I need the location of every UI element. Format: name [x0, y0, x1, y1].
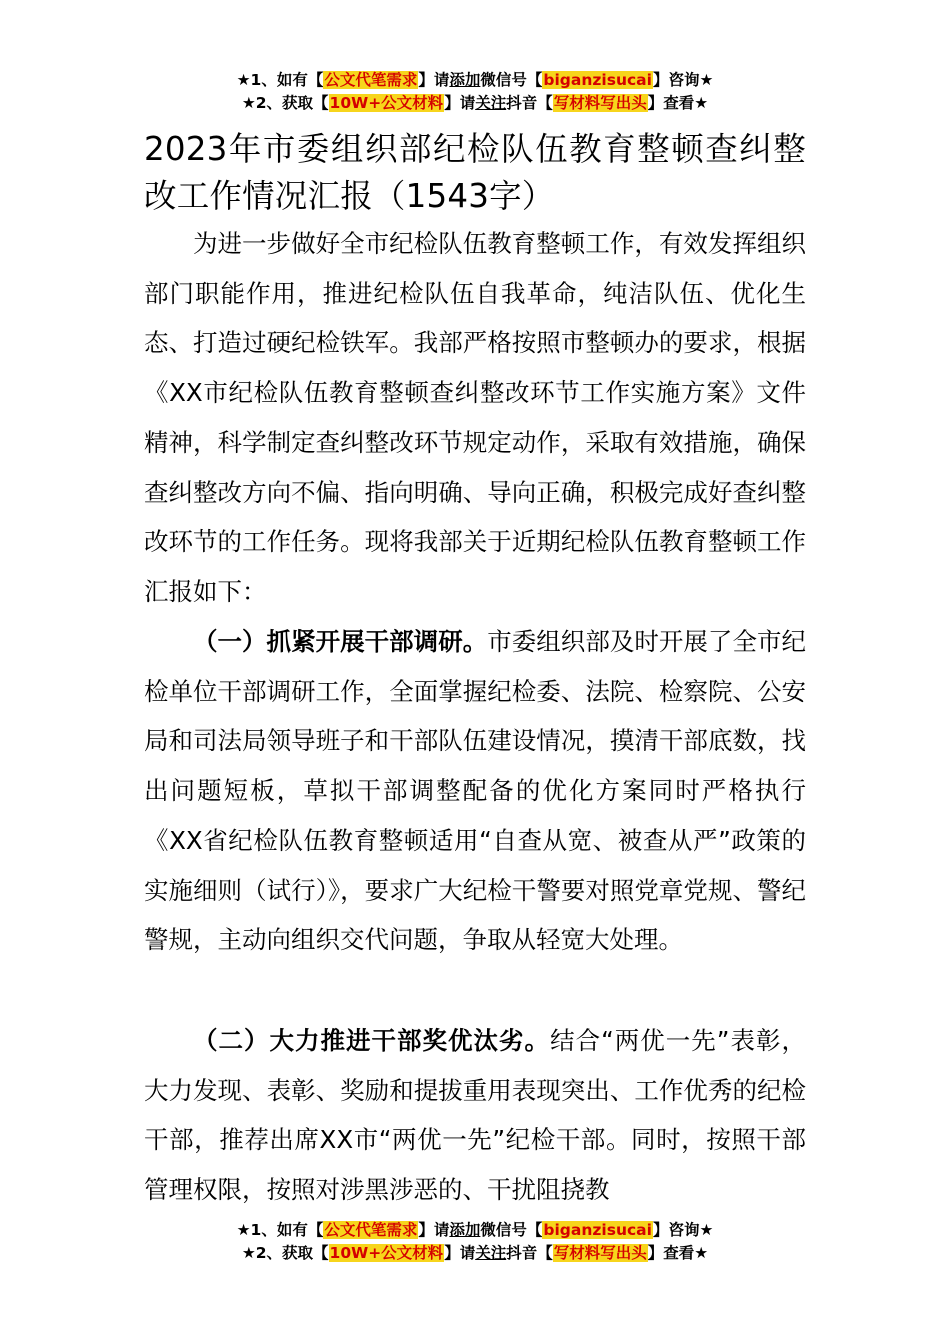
- promo-highlight: 写材料写出头: [553, 94, 647, 112]
- paragraph-section-1: [144, 617, 806, 965]
- promo-highlight: biganzisucai: [543, 71, 652, 89]
- promo-text: 】查看★: [647, 1244, 709, 1262]
- promo-highlight: biganzisucai: [543, 1221, 652, 1239]
- promo-line-1: [0, 69, 950, 92]
- promo-underlined: 关注: [475, 94, 507, 112]
- section-heading: （二）大力推进干部奖优汰劣。: [193, 1026, 551, 1055]
- promo-line-1: [0, 1219, 950, 1242]
- promo-text: ★2、获取【: [241, 94, 329, 112]
- promo-text: 】查看★: [647, 94, 709, 112]
- promo-text: 】请: [444, 1244, 476, 1262]
- promo-underlined: 添加: [449, 1221, 481, 1239]
- paragraph-intro: [144, 219, 806, 617]
- promo-text: ★1、如有【: [236, 71, 324, 89]
- section-heading: （一）抓紧开展干部调研。: [193, 627, 488, 656]
- promo-highlight: 公文代笔需求: [324, 71, 418, 89]
- promo-text: 抖音【: [506, 94, 553, 112]
- promo-highlight: 10W+公文材料: [329, 94, 444, 112]
- promo-text: 】咨询★: [652, 71, 714, 89]
- promo-text: ★2、获取【: [241, 1244, 329, 1262]
- promo-underlined: 添加: [449, 71, 481, 89]
- document-title: 2023年市委组织部纪检队伍教育整顿查纠整改工作情况汇报（1543字）: [144, 130, 806, 215]
- promo-highlight: 10W+公文材料: [329, 1244, 444, 1262]
- promo-highlight: 公文代笔需求: [324, 1221, 418, 1239]
- paragraph-text: 为进一步做好全市纪检队伍教育整顿工作，有效发挥组织部门职能作用，推进纪检队伍自我革命，纯洁队伍、优化生态、打造过硬纪检铁军。我部严格按照市整顿办的要求，根据《XX市纪检队伍教育整顿查纠整改环节工作实施方案》文件精神，科学制定查纠整改环节规定动作，采取有效措施，确保查纠整改方向不偏、指向明确、导向正确，积极完成好查纠整改环节的工作任务。现将我部关于近期纪检队伍教育整顿工作汇报如下：: [144, 229, 806, 606]
- paragraph-text: 结合“两优一先”表彰，大力发现、表彰、奖励和提拔重用表现突出、工作优秀的纪检干部，推荐出席XX市“两优一先”纪检干部。同时，按照干部管理权限，按照对涉黑涉恶的、干扰阻挠教: [144, 1026, 806, 1205]
- promo-highlight: 写材料写出头: [553, 1244, 647, 1262]
- promo-text: 微信号【: [480, 71, 543, 89]
- promo-banner-bottom: [0, 1219, 950, 1265]
- promo-text: 】请: [418, 1221, 450, 1239]
- promo-text: 抖音【: [506, 1244, 553, 1262]
- promo-text: ★1、如有【: [236, 1221, 324, 1239]
- promo-text: 】请: [444, 94, 476, 112]
- promo-text: 】咨询★: [652, 1221, 714, 1239]
- promo-underlined: 关注: [475, 1244, 507, 1262]
- promo-banner-top: [0, 69, 950, 115]
- promo-line-2: [0, 1242, 950, 1265]
- paragraph-section-2: [144, 1016, 806, 1215]
- promo-text: 】请: [418, 71, 450, 89]
- promo-text: 微信号【: [480, 1221, 543, 1239]
- promo-line-2: [0, 92, 950, 115]
- paragraph-text: 市委组织部及时开展了全市纪检单位干部调研工作，全面掌握纪检委、法院、检察院、公安局和司法局领导班子和干部队伍建设情况，摸清干部底数，找出问题短板，草拟干部调整配备的优化方案同时严格执行《XX省纪检队伍教育整顿适用“自查从宽、被查从严”政策的实施细则（试行）》，要求广大纪检干警要对照党章党规、警纪警规，主动向组织交代问题，争取从轻宽大处理。: [144, 627, 806, 955]
